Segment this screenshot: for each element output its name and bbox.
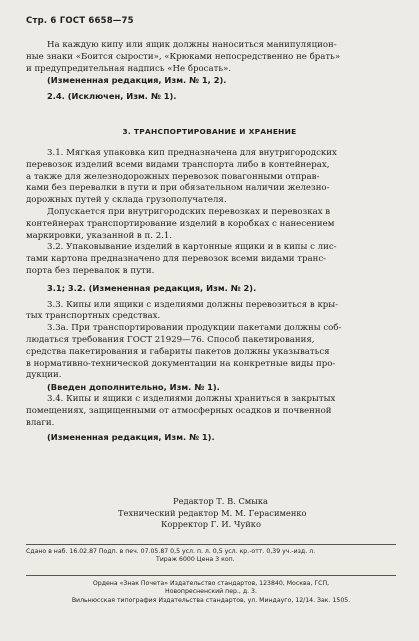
text-line: в нормативно-технической документации на конкретные виды про- [26,358,336,369]
text-line: ные знаки «Боится сырости», «Крюками непосредственно не брать» [26,51,341,62]
section-3-body [26,148,392,444]
item-3-1 [26,148,392,207]
item-2-4 [26,91,392,103]
item-3-4 [26,394,392,429]
text-line: а также для железнодорожных перевозок повагонными отправ- [26,171,320,182]
text-line: влаги. [26,417,55,428]
publisher-line: Новопресненский пер., д. 3. [165,588,257,596]
item-3-1-b [26,207,392,242]
text-line: дорожных путей у склада грузополучателя. [26,195,227,206]
text-line: На каждую кипу или ящик должны наноситься манипуляцион- [47,40,337,50]
revision-note [26,75,392,87]
page-header: Стр. 6 ГОСТ 6658—75 [26,16,134,26]
text-line: 3.3. Кипы или ящики с изделиями должны перевозиться в кры- [47,299,339,310]
publisher-line: Ордена «Знак Почета» Издательство стандартов, 123840, Москва, ГСП, [92,580,330,587]
text-line: контейнерах транспортирование изделий в коробках с нанесением [26,218,335,229]
imprint-block [26,548,396,565]
revision-note-text: (Введен дополнительно, Изм. № 1). [47,382,220,393]
text-line: людаться требования ГОСТ 21929—76. Способ пакетирования, [26,334,315,345]
publisher-block [26,580,396,605]
intro-block [26,40,392,103]
text-line: тых транспортных средствах. [26,311,161,322]
text-line: 3.1. Мягкая упаковка кип предназначена для внутригородских [47,148,337,158]
item-3-3 [26,300,392,324]
revision-note [26,382,392,394]
revision-note-text: (Измененная редакция, Изм. № 1, 2). [47,75,227,86]
item-3-3a [26,323,392,382]
text-line: маркировки, указанной в п. 2.1. [26,230,173,241]
text-line: тами картона предназначено для перевозок всеми видами транс- [26,254,327,265]
text-line: дукции. [26,370,62,381]
text-line: 3.3а. При транспортировании продукции пакетами должны соб- [47,323,342,334]
text-line: перевозок изделий всеми видами транспорта либо в контейнерах, [26,159,330,170]
text-line: ками без перевалки в пути и при обязательном наличии железно- [26,183,330,194]
imprint-line: Сдано в наб. 16.02.87 Подп. в печ. 07.05.87 0,5 усл. п. л. 0,5 усл. кр.-отт. 0,39 уч.-изд. л. [26,548,316,555]
imprint-line: Тираж 6000 Цена 3 коп. [156,556,235,564]
text-line: порта без перевалок в пути. [26,265,155,276]
tech-editor-credit: Технический редактор М. М. Герасименко [118,507,307,518]
revision-note [26,432,392,444]
section-title: 3. ТРАНСПОРТИРОВАНИЕ И ХРАНЕНИЕ [122,127,297,136]
text-line: и предупредительная надпись «Не бросать». [26,63,232,74]
editor-credit: Редактор Т. В. Смыка [173,496,268,506]
text-line: средства пакетирования и габариты пакетов должны указываться [26,346,330,357]
item-3-2 [26,242,392,277]
revision-note-text: 3.1; 3.2. (Измененная редакция, Изм. № 2). [47,282,257,293]
divider [26,544,396,545]
divider [26,575,396,576]
revision-note [26,283,392,295]
item-2-4-text: 2.4. (Исключен, Изм. № 1). [47,91,177,102]
text-line: 3.2. Упаковывание изделий в картонные ящики и в кипы с лис- [47,242,337,253]
corrector-credit: Корректор Г. И. Чуйко [161,519,261,530]
intro-paragraph [26,40,392,75]
text-line: помещениях, защищенными от атмосферных осадков и почвенной [26,405,332,416]
text-line: 3.4. Кипы и ящики с изделиями должны храниться в закрытых [47,393,336,404]
publisher-line: Вильнюсская типография Издательства стандартов, ул. Миндауго, 12/14. Зак. 1505. [71,596,351,604]
text-line: Допускается при внутригородских перевозках и перевозках в [47,206,331,217]
revision-note-text: (Измененная редакция, Изм. № 1). [47,432,215,443]
credits-block [0,496,419,531]
